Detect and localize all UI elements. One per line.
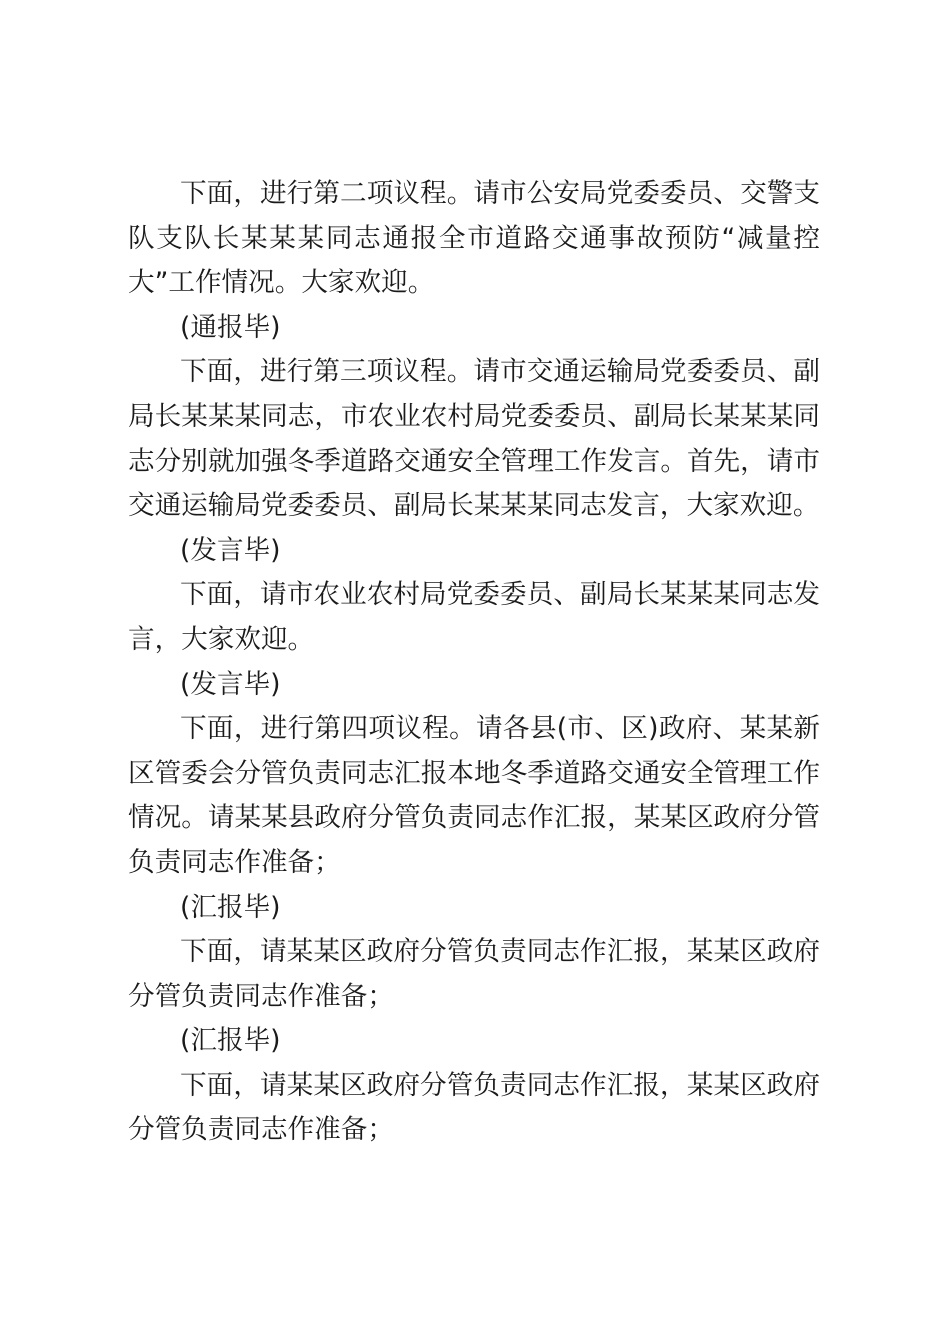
document-body [128, 172, 820, 1153]
paragraph-agriculture-speech: 下面，请市农业农村局党委委员、副局长某某某同志发言，大家欢迎。 [128, 579, 820, 655]
paragraph-report-end: (汇报毕) [180, 1025, 281, 1057]
paragraph-agenda-item-2: 下面，进行第二项议程。请市公安局党委委员、交警支队支队长某某某同志通报全市道路交通事故预防“减量控大”工作情况。大家欢迎。 [128, 178, 820, 299]
paragraph-district-report: 下面，请某某区政府分管负责同志作汇报，某某区政府分管负责同志作准备； [128, 1069, 820, 1146]
paragraph-agenda-item-4: 下面，进行第四项议程。请各县(市、区)政府、某某新区管委会分管负责同志汇报本地冬季道路交通安全管理工作情况。请某某县政府分管负责同志作汇报，某某区政府分管负责同志作准备； [128, 713, 820, 878]
paragraph-report-end: (通报毕) [180, 311, 281, 343]
paragraph-speech-end: (发言毕) [180, 668, 281, 700]
paragraph-agenda-item-3: 下面，进行第三项议程。请市交通运输局党委委员、副局长某某某同志，市农业农村局党委委员、副局长某某某同志分别就加强冬季道路交通安全管理工作发言。首先，请市交通运输局党委委员、副局长某某某同志发言，大家欢迎。 [128, 356, 820, 522]
paragraph-district-report: 下面，请某某区政府分管负责同志作汇报，某某区政府分管负责同志作准备； [128, 936, 820, 1012]
paragraph-speech-end: (发言毕) [180, 534, 281, 566]
paragraph-report-end: (汇报毕) [180, 891, 281, 923]
